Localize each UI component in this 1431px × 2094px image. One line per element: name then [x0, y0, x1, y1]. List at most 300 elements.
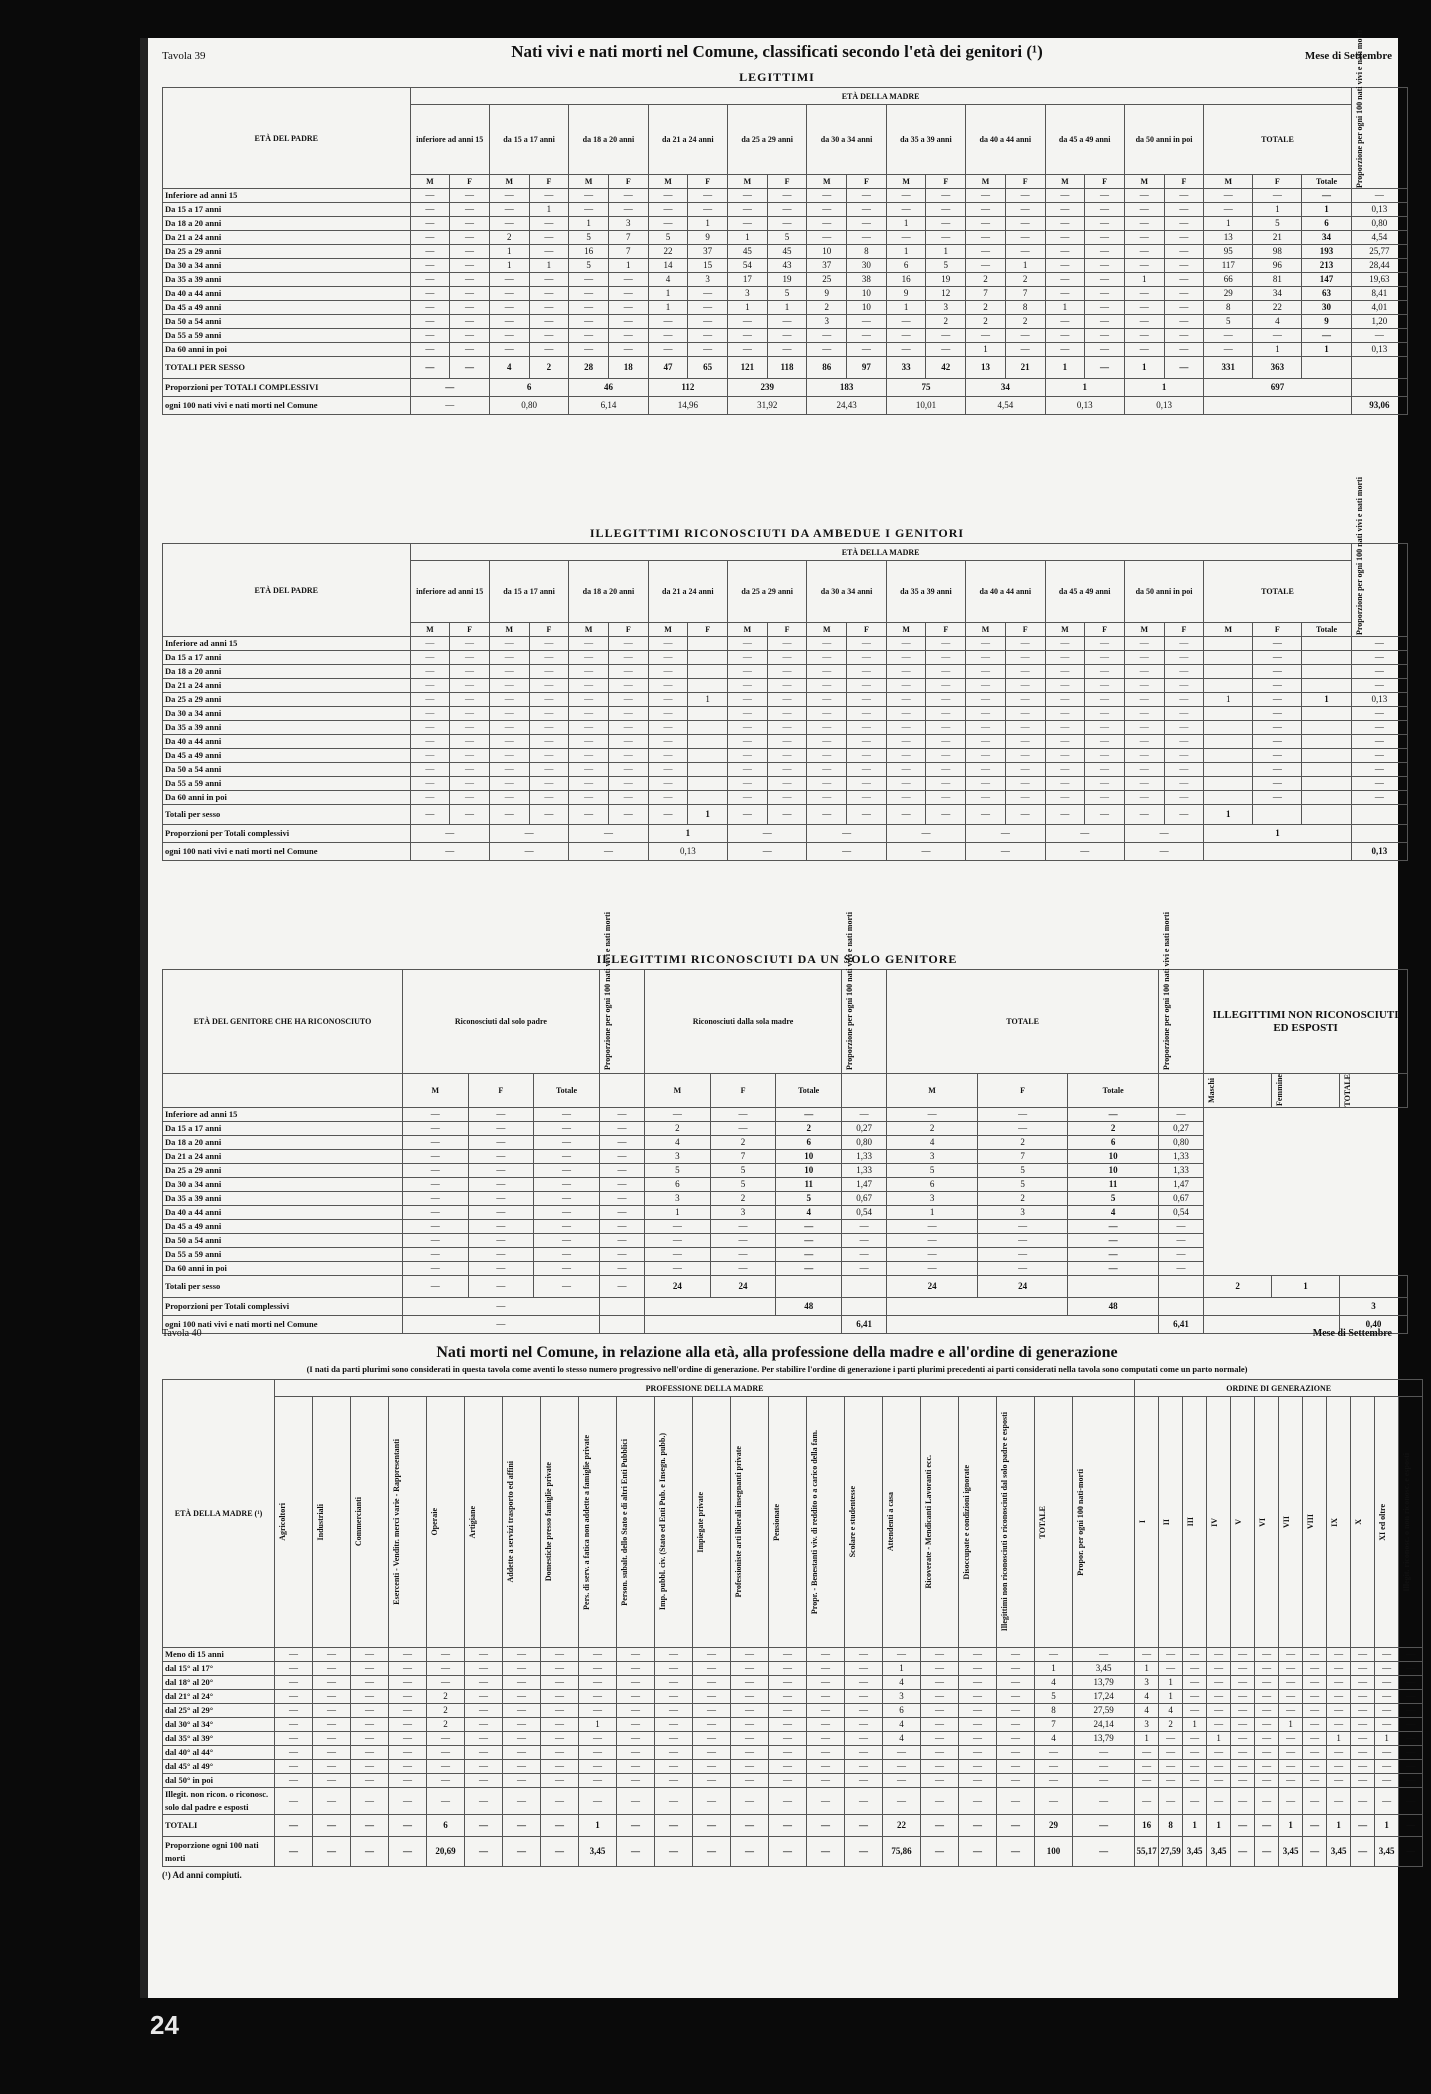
- totali-per-sesso-row: [163, 805, 1408, 825]
- total-m-cell: 66: [1204, 273, 1253, 287]
- madre-prop-cell: 1,33: [842, 1149, 887, 1163]
- data-cell: 24,43: [807, 397, 886, 415]
- prof-cell: —: [655, 1718, 693, 1732]
- data-cell: —: [529, 315, 569, 329]
- prof-cell: —: [845, 1837, 883, 1867]
- data-cell: 75: [886, 379, 965, 397]
- row-label: Da 55 a 59 anni: [163, 777, 411, 791]
- data-cell: —: [847, 665, 887, 679]
- ordine-cell: 16: [1135, 1815, 1159, 1837]
- data-cell: 37: [688, 245, 728, 259]
- data-cell: —: [886, 203, 926, 217]
- data-cell: —: [807, 843, 886, 861]
- prof-cell: —: [617, 1662, 655, 1676]
- prop-cell: —: [1351, 763, 1407, 777]
- totali-per-sesso-row: [163, 357, 1408, 379]
- blank-cell: [776, 1275, 842, 1297]
- prof-cell: —: [427, 1760, 465, 1774]
- ordine-cell: —: [1399, 1746, 1423, 1760]
- prof-cell: —: [921, 1648, 959, 1662]
- data-cell: —: [966, 217, 1006, 231]
- total-f-cell: 5: [1253, 217, 1302, 231]
- row-label: Da 30 a 34 anni: [163, 259, 411, 273]
- data-cell: —: [410, 637, 450, 651]
- prof-cell: 1: [579, 1718, 617, 1732]
- data-cell: —: [1005, 217, 1045, 231]
- ordine-cell: —: [1135, 1648, 1159, 1662]
- prof-cell: —: [465, 1837, 503, 1867]
- total-f-cell: —: [1253, 637, 1302, 651]
- data-cell: —: [529, 721, 569, 735]
- prof-cell: —: [921, 1815, 959, 1837]
- row-label: ogni 100 nati vivi e nati morti nel Comune: [163, 843, 411, 861]
- data-cell: —: [450, 357, 490, 379]
- data-cell: —: [608, 693, 648, 707]
- tot-prop-cell: 0,54: [1158, 1205, 1203, 1219]
- data-cell: —: [1124, 259, 1164, 273]
- data-cell: —: [608, 805, 648, 825]
- data-cell: —: [569, 735, 609, 749]
- t40-label: Tavola 40: [162, 1328, 202, 1339]
- f-header: F: [767, 623, 807, 637]
- prof-cell: —: [427, 1676, 465, 1690]
- data-cell: —: [1085, 343, 1125, 357]
- data-cell: —: [1045, 707, 1085, 721]
- table-row: [163, 1788, 1423, 1815]
- data-cell: —: [688, 287, 728, 301]
- madre-f-cell: —: [710, 1219, 776, 1233]
- ordine-header: ORDINE DI GENERAZIONE: [1135, 1380, 1423, 1397]
- prof-cell: —: [845, 1760, 883, 1774]
- prof-cell: —: [389, 1690, 427, 1704]
- data-cell: —: [1005, 651, 1045, 665]
- prof-cell: —: [655, 1676, 693, 1690]
- data-cell: —: [468, 1191, 534, 1205]
- row-label: Da 30 a 34 anni: [163, 1177, 403, 1191]
- total-f-cell: 34: [1253, 287, 1302, 301]
- data-cell: —: [608, 679, 648, 693]
- madre-f-cell: 5: [710, 1163, 776, 1177]
- data-cell: —: [1085, 217, 1125, 231]
- age-col-header: inferiore ad anni 15: [410, 105, 489, 175]
- data-cell: —: [807, 343, 847, 357]
- data-cell: 5: [648, 231, 688, 245]
- prof-cell: —: [769, 1760, 807, 1774]
- tot-prop-cell: —: [1158, 1107, 1203, 1121]
- ordine-cell: —: [1183, 1774, 1207, 1788]
- data-cell: —: [886, 637, 926, 651]
- ric-one-eta-header: ETÀ DEL GENITORE CHE HA RICONOSCIUTO: [163, 970, 403, 1074]
- data-cell: 1: [648, 825, 727, 843]
- data-cell: —: [648, 217, 688, 231]
- data-cell: 1: [1045, 357, 1085, 379]
- row-label: Da 60 anni in poi: [163, 1261, 403, 1275]
- data-cell: —: [529, 763, 569, 777]
- totali-complessivi-row: [163, 825, 1408, 843]
- table-row: [163, 1718, 1423, 1732]
- data-cell: —: [1164, 749, 1204, 763]
- data-cell: —: [410, 735, 450, 749]
- prof-cell: —: [465, 1676, 503, 1690]
- t39-title: Nati vivi e nati morti nel Comune, classificati secondo l'età dei genitori (¹): [511, 42, 1043, 61]
- tot-f-cell: 2: [977, 1135, 1068, 1149]
- age-col-header: da 21 a 24 anni: [648, 561, 727, 623]
- prof-cell: —: [389, 1718, 427, 1732]
- data-cell: 1: [728, 231, 768, 245]
- blank-cell: [1339, 1275, 1407, 1297]
- blank-cell: [1351, 805, 1407, 825]
- blank-cell: [1204, 397, 1351, 415]
- row-label: dal 15° al 17°: [163, 1662, 275, 1676]
- data-cell: —: [529, 189, 569, 203]
- data-cell: —: [410, 679, 450, 693]
- data-cell: —: [728, 315, 768, 329]
- total-cell: 697: [1204, 379, 1351, 397]
- m-header: M: [489, 175, 529, 189]
- prof-cell: —: [541, 1788, 579, 1815]
- madre-prop-cell: 1,47: [842, 1177, 887, 1191]
- ric-both-section: [162, 477, 1392, 861]
- total-f-cell: 363: [1253, 357, 1302, 379]
- total-f-cell: 81: [1253, 273, 1302, 287]
- data-cell: —: [608, 749, 648, 763]
- data-cell: 10,01: [886, 397, 965, 415]
- prof-cell: —: [579, 1690, 617, 1704]
- ordine-cell: —: [1231, 1746, 1255, 1760]
- data-cell: —: [847, 679, 887, 693]
- prof-cell: —: [655, 1648, 693, 1662]
- data-cell: —: [648, 721, 688, 735]
- total-m-cell: 331: [1204, 357, 1253, 379]
- total-f-cell: —: [1253, 763, 1302, 777]
- prof-cell: 29: [1035, 1815, 1073, 1837]
- data-cell: —: [569, 721, 609, 735]
- data-cell: —: [599, 1219, 644, 1233]
- data-cell: 22: [648, 245, 688, 259]
- data-cell: —: [1085, 749, 1125, 763]
- data-cell: —: [926, 203, 966, 217]
- ordine-cell: —: [1399, 1690, 1423, 1704]
- table-row: [163, 287, 1408, 301]
- t40-month: Mese di Settembre: [1312, 1328, 1392, 1339]
- data-cell: —: [648, 189, 688, 203]
- data-cell: —: [410, 245, 450, 259]
- prof-cell: —: [731, 1648, 769, 1662]
- blank-cell: [1351, 379, 1407, 397]
- prof-cell: —: [845, 1732, 883, 1746]
- table-row: [163, 1177, 1408, 1191]
- data-cell: —: [966, 651, 1006, 665]
- row-label: dal 21° al 24°: [163, 1690, 275, 1704]
- ordine-col-header: XI ed oltre: [1375, 1397, 1399, 1648]
- blank-cell: [599, 1074, 644, 1108]
- row-label: Da 50 a 54 anni: [163, 763, 411, 777]
- total-m-cell: —: [1204, 343, 1253, 357]
- ordine-cell: —: [1399, 1774, 1423, 1788]
- tot-m-cell: —: [887, 1219, 978, 1233]
- prof-cell: —: [997, 1718, 1035, 1732]
- data-cell: —: [1085, 301, 1125, 315]
- data-cell: —: [410, 231, 450, 245]
- f-header: F: [1085, 623, 1125, 637]
- row-label: Da 15 a 17 anni: [163, 651, 411, 665]
- prof-cell: 3: [883, 1690, 921, 1704]
- data-cell: 97: [847, 357, 887, 379]
- data-cell: [688, 735, 728, 749]
- ordine-col-header: II: [1159, 1397, 1183, 1648]
- ordine-cell: —: [1207, 1746, 1231, 1760]
- data-cell: —: [402, 1219, 468, 1233]
- data-cell: —: [926, 665, 966, 679]
- ric-one-section: [162, 911, 1399, 1334]
- data-cell: 10: [847, 287, 887, 301]
- prof-cell: —: [617, 1837, 655, 1867]
- data-cell: —: [1124, 301, 1164, 315]
- ordine-cell: —: [1279, 1774, 1303, 1788]
- prof-cell: —: [959, 1690, 997, 1704]
- f-header: F: [847, 623, 887, 637]
- blank-cell: [645, 1297, 776, 1315]
- data-cell: 5: [767, 287, 807, 301]
- data-cell: —: [534, 1261, 600, 1275]
- data-cell: —: [886, 721, 926, 735]
- prof-cell: —: [503, 1648, 541, 1662]
- prof-cell: —: [959, 1704, 997, 1718]
- data-cell: 13: [966, 357, 1006, 379]
- data-cell: —: [847, 735, 887, 749]
- total-cell: 34: [1302, 231, 1351, 245]
- data-cell: —: [1005, 189, 1045, 203]
- data-cell: —: [1005, 231, 1045, 245]
- data-cell: —: [688, 343, 728, 357]
- ordine-cell: —: [1375, 1676, 1399, 1690]
- ordine-cell: 1: [1279, 1718, 1303, 1732]
- row-label: Da 25 a 29 anni: [163, 245, 411, 259]
- prof-cell: —: [997, 1732, 1035, 1746]
- prof-cell: —: [845, 1718, 883, 1732]
- prof-cell: —: [997, 1788, 1035, 1815]
- ordine-cell: —: [1351, 1718, 1375, 1732]
- eta-padre-header: ETÀ DEL PADRE: [163, 88, 411, 189]
- data-cell: —: [534, 1121, 600, 1135]
- prof-cell: —: [883, 1760, 921, 1774]
- ordine-cell: —: [1399, 1648, 1423, 1662]
- ordine-cell: —: [1327, 1690, 1351, 1704]
- data-cell: 2: [966, 273, 1006, 287]
- total-cell: [1302, 749, 1351, 763]
- prof-cell: 20,69: [427, 1837, 465, 1867]
- table-row: [163, 693, 1408, 707]
- ordine-cell: —: [1255, 1815, 1279, 1837]
- madre-prop-cell: —: [842, 1261, 887, 1275]
- prof-cell: —: [845, 1815, 883, 1837]
- f-header: F: [529, 175, 569, 189]
- totale-label: Totale: [534, 1074, 600, 1108]
- madre-prop-cell: 6,41: [842, 1315, 887, 1333]
- table-row: [163, 1107, 1408, 1121]
- data-cell: —: [489, 777, 529, 791]
- data-cell: —: [468, 1205, 534, 1219]
- data-cell: —: [608, 763, 648, 777]
- prof-cell: —: [275, 1788, 313, 1815]
- ordine-cell: —: [1255, 1760, 1279, 1774]
- t40-subtitle: (I nati da parti plurimi sono considerati in questa tavola come aventi lo stesso numero progressivo nell'ordine di generazione. Per stabilire l'ordine di generazione i parti plurimi precedenti ai parti considerati nella tavola sono computati come un parto normale): [306, 1364, 1248, 1374]
- data-cell: —: [648, 777, 688, 791]
- data-cell: 3: [807, 315, 847, 329]
- data-cell: —: [1005, 245, 1045, 259]
- prof-cell: —: [997, 1648, 1035, 1662]
- data-cell: —: [728, 791, 768, 805]
- ordine-cell: —: [1207, 1774, 1231, 1788]
- ordine-cell: 1: [1135, 1732, 1159, 1746]
- data-cell: —: [468, 1261, 534, 1275]
- data-cell: —: [1045, 259, 1085, 273]
- total-f-cell: —: [1253, 693, 1302, 707]
- prof-cell: —: [807, 1648, 845, 1662]
- binding-edge: [140, 38, 148, 1998]
- prof-cell: —: [997, 1662, 1035, 1676]
- data-cell: —: [1164, 329, 1204, 343]
- madre-m-cell: —: [645, 1247, 711, 1261]
- madre-tot-cell: 4: [776, 1205, 842, 1219]
- data-cell: —: [847, 651, 887, 665]
- data-cell: 3: [926, 301, 966, 315]
- data-cell: 19: [926, 273, 966, 287]
- ordine-cell: —: [1231, 1718, 1255, 1732]
- data-cell: —: [886, 693, 926, 707]
- data-cell: —: [489, 315, 529, 329]
- madre-tot-cell: 2: [776, 1121, 842, 1135]
- ordine-cell: —: [1351, 1732, 1375, 1746]
- total-cell: [1302, 721, 1351, 735]
- data-cell: 8: [1005, 301, 1045, 315]
- prof-cell: —: [807, 1690, 845, 1704]
- f-header: F: [608, 623, 648, 637]
- prof-cell: —: [959, 1774, 997, 1788]
- prof-cell: —: [845, 1704, 883, 1718]
- data-cell: —: [1045, 231, 1085, 245]
- data-cell: 1: [1124, 273, 1164, 287]
- prof-cell: —: [807, 1662, 845, 1676]
- blank-cell: [1253, 805, 1302, 825]
- ordine-cell: —: [1303, 1704, 1327, 1718]
- prof-cell: 2: [427, 1704, 465, 1718]
- prof-cell: —: [503, 1662, 541, 1676]
- data-cell: —: [608, 343, 648, 357]
- prof-cell: —: [655, 1774, 693, 1788]
- data-cell: —: [1164, 805, 1204, 825]
- data-cell: —: [410, 825, 489, 843]
- ordine-cell: —: [1327, 1760, 1351, 1774]
- total-m-cell: 1: [1204, 805, 1253, 825]
- proporzione-row: [163, 1837, 1423, 1867]
- ordine-cell: 55,17: [1135, 1837, 1159, 1867]
- prof-cell: —: [807, 1704, 845, 1718]
- data-cell: —: [648, 343, 688, 357]
- row-label: Inferiore ad anni 15: [163, 1107, 403, 1121]
- f-header: F: [529, 623, 569, 637]
- madre-prop-cell: 0,67: [842, 1191, 887, 1205]
- data-cell: —: [402, 1233, 468, 1247]
- row-label: Da 45 a 49 anni: [163, 749, 411, 763]
- ordine-cell: 8: [1159, 1815, 1183, 1837]
- ordine-cell: —: [1183, 1746, 1207, 1760]
- prof-cell: —: [617, 1648, 655, 1662]
- prop-cell: 19,63: [1351, 273, 1407, 287]
- tot-m-cell: 3: [887, 1149, 978, 1163]
- data-cell: —: [648, 203, 688, 217]
- f-header: F: [688, 175, 728, 189]
- data-cell: 31,92: [728, 397, 807, 415]
- data-cell: —: [1045, 665, 1085, 679]
- data-cell: —: [648, 749, 688, 763]
- data-cell: —: [807, 749, 847, 763]
- prof-cell: —: [807, 1774, 845, 1788]
- data-cell: 4,54: [966, 397, 1045, 415]
- data-cell: —: [728, 843, 807, 861]
- tot-f-cell: 24: [977, 1275, 1068, 1297]
- prof-col-header: Person. subalt. dello Stato e di altri Enti Pubblici: [617, 1397, 655, 1648]
- data-cell: —: [1045, 777, 1085, 791]
- prof-cell: —: [313, 1774, 351, 1788]
- data-cell: —: [1045, 735, 1085, 749]
- data-cell: —: [966, 259, 1006, 273]
- ordine-cell: —: [1279, 1760, 1303, 1774]
- row-label: Proporzioni per Totali complessivi: [163, 1297, 403, 1315]
- data-cell: —: [728, 735, 768, 749]
- prof-cell: —: [1073, 1815, 1135, 1837]
- data-cell: —: [728, 679, 768, 693]
- prof-cell: —: [959, 1732, 997, 1746]
- data-cell: —: [1124, 651, 1164, 665]
- prof-cell: —: [769, 1774, 807, 1788]
- row-label: dal 25° al 29°: [163, 1704, 275, 1718]
- data-cell: —: [1124, 315, 1164, 329]
- ordine-cell: —: [1399, 1732, 1423, 1746]
- ordine-cell: —: [1183, 1704, 1207, 1718]
- prof-cell: 1: [883, 1662, 921, 1676]
- total-cell: [1302, 651, 1351, 665]
- ordine-cell: —: [1255, 1774, 1279, 1788]
- tot-f-cell: —: [977, 1261, 1068, 1275]
- prof-col-header: Propr. - Benestanti viv. di reddito o a carico della fam.: [807, 1397, 845, 1648]
- total-m-cell: —: [1204, 189, 1253, 203]
- data-cell: —: [807, 665, 847, 679]
- data-cell: —: [410, 259, 450, 273]
- table-row: [163, 763, 1408, 777]
- data-cell: —: [1164, 651, 1204, 665]
- data-cell: —: [767, 665, 807, 679]
- prof-cell: —: [921, 1732, 959, 1746]
- data-cell: —: [807, 203, 847, 217]
- tot-m-cell: 24: [887, 1275, 978, 1297]
- ordine-cell: —: [1303, 1662, 1327, 1676]
- data-cell: 14,96: [648, 397, 727, 415]
- prof-cell: —: [465, 1760, 503, 1774]
- ordine-cell: 3,45: [1279, 1837, 1303, 1867]
- prof-cell: —: [1035, 1774, 1073, 1788]
- ordine-cell: —: [1351, 1837, 1375, 1867]
- data-cell: [688, 791, 728, 805]
- table-row: [163, 1219, 1408, 1233]
- t39-label: Tavola 39: [162, 50, 206, 62]
- ordine-cell: —: [1327, 1718, 1351, 1732]
- age-col-header: da 35 a 39 anni: [886, 561, 965, 623]
- ordine-cell: —: [1231, 1837, 1255, 1867]
- data-cell: —: [847, 721, 887, 735]
- prof-header: PROFESSIONE DELLA MADRE: [275, 1380, 1135, 1397]
- data-cell: —: [569, 693, 609, 707]
